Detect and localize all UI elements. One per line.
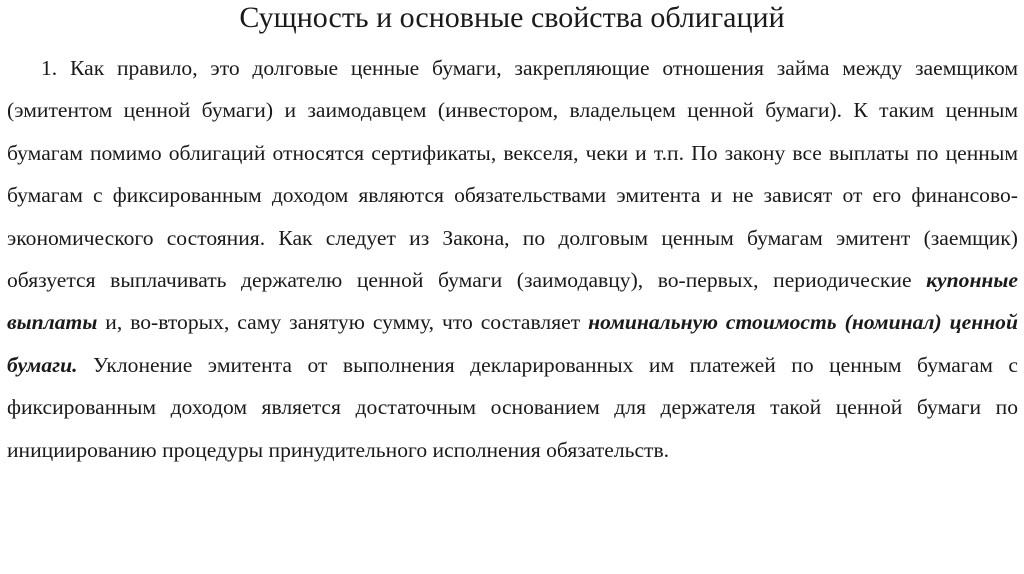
paragraph-text-part-2: и, во-вторых, саму занятую сумму, что составляет <box>97 310 589 335</box>
emphasis-coupon-payments: купонные выплаты <box>7 268 1018 335</box>
emphasis-nominal-value: номинальную стоимость (номинал) ценной бумаги. <box>7 310 1018 377</box>
body-paragraph <box>7 47 1018 471</box>
paragraph-text-part-1: 1. Как правило, это долговые ценные бумаги, закрепляющие отношения займа между заемщиком (эмитентом ценной бумаги) и заимодавцем (инвестором, владельцем ценной бумаги). К таким ценным бумагам помимо облигаций относятся сертификаты, векселя, чеки и т.п. По закону все выплаты по ценным бумагам с фиксированным доходом являются обязательствами эмитента и не зависят от его финансово-экономического состояния. Как следует из Закона, по долговым ценным бумагам эмитент (заемщик) обязуется выплачивать держателю ценной бумаги (заимодавцу), во-первых, периодические <box>7 56 1018 293</box>
paragraph-text-part-3: Уклонение эмитента от выполнения декларированных им платежей по ценным бумагам с фиксированным доходом является достаточным основанием для держателя такой ценной бумаги по инициированию процедуры принудительного исполнения обязательств. <box>7 352 1018 462</box>
slide-title: Сущность и основные свойства облигаций <box>239 1 785 34</box>
